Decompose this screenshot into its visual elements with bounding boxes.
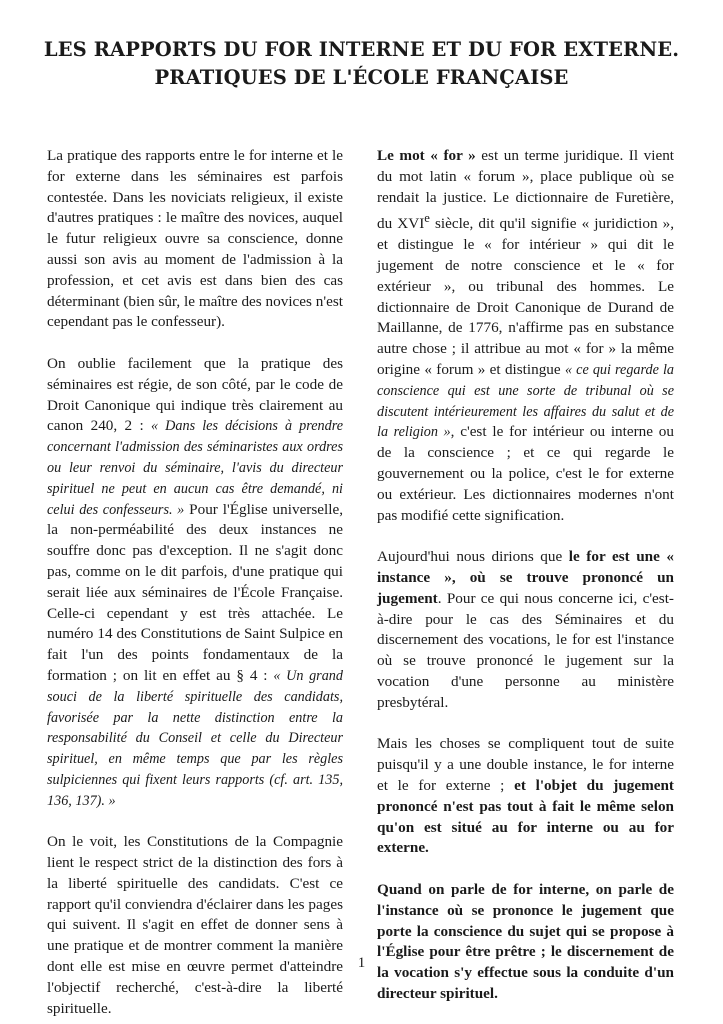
- right-column: [377, 146, 674, 1005]
- definition-text-3: , c'est le for intérieur ou interne ou de la conscience ; et ce qui regarde le gouvernement ou la police, c'est le for externe ou extérieur. Les dictionnaires modernes n'ont pas modifié cette signification.: [377, 423, 674, 524]
- canon-quote: « Dans les décisions à prendre concernant l'admission des séminaristes aux ordres ou leur renvoi du séminaire, l'avis du directeur spirituel ne peut en aucun cas être demandé, ni celui des confesseurs. »: [47, 418, 343, 518]
- instance-text: Aujourd'hui nous dirions que: [377, 548, 569, 566]
- title-line-1: LES RAPPORTS DU FOR INTERNE ET DU FOR EXTERNE.: [43, 38, 680, 61]
- double-instance-text: Mais les choses se compliquent tout de suite puisqu'il y a une double instance, le for interne et le for externe ;: [377, 735, 674, 794]
- instance-bold: le for est une « instance », où se trouve prononcé un jugement: [377, 548, 674, 607]
- century-superscript: e: [424, 211, 430, 226]
- left-column: [47, 146, 343, 1019]
- sulpice-quote: « Un grand souci de la liberté spirituelle des candidats, favorisée par la nette distinction entre la responsabilité du Conseil et celle du Directeur spirituel, en même temps que par les règles sulpiciennes qui fixent leurs rapports (cf. art. 135, 136, 137). »: [47, 667, 343, 809]
- title-line-2: PRATIQUES DE L'ÉCOLE FRANÇAISE: [154, 66, 569, 89]
- paragraph-definition: [377, 146, 674, 526]
- double-instance-bold: et l'objet du jugement prononcé n'est pas tout à fait le même selon qu'on est situé au for interne ou au for externe.: [377, 776, 674, 857]
- paragraph-double-instance: [377, 734, 674, 859]
- sulpice-text: Pour l'Église universelle, la non-perméabilité des deux instances ne souffre donc pas d'exception. Il ne s'agit donc pas, comme on le dit parfois, d'une pratique qui serait liée aux séminaires de l'École Française. Celle-ci cependant y est très attachée. Le numéro 14 des Constitutions de Saint Sulpice en fait l'un des points fondamentaux de la formation ; on lit en effet au § 4 :: [47, 500, 343, 684]
- page-title: [0, 36, 723, 92]
- paragraph-canon-law: [47, 354, 343, 812]
- canon-text: On oublie facilement que la pratique des séminaires est régie, de son côté, par le code de Droit Canonique qui indique très clairement au canon 240, 2 :: [47, 354, 343, 435]
- page-number: 1: [357, 955, 366, 971]
- term-for: Le mot « for »: [377, 147, 476, 164]
- paragraph-instance: [377, 547, 674, 713]
- paragraph-for-interne: Quand on parle de for interne, on parle de l'instance où se prononce le jugement que porte la conscience du sujet qui se propose à l'Église pour être prêtre ; le discernement de la vocation s'y effectue sous la conduite d'un directeur spirituel.: [377, 880, 674, 1002]
- instance-text-2: . Pour ce qui nous concerne ici, c'est-à-dire pour le cas des Séminaires et du discernement des vocations, le for est l'instance où se trouve prononcé le jugement sur la vocation d'une personne au ministère presbytéral.: [377, 589, 674, 711]
- definition-text: est un terme juridique. Il vient du mot latin « forum », place publique où se rendait la justice. Le dictionnaire de Furetière, du XVI: [377, 147, 675, 233]
- dictionary-quote: « ce qui regarde la conscience qui est une sorte de tribunal où se discutent intérieurement les affaires du salut et de la religion »: [377, 362, 675, 441]
- paragraph-constitutions: On le voit, les Constitutions de la Compagnie lient le respect strict de la distinction des fors à la liberté spirituelle des candidats. C'est ce rapport qu'il conviendra d'éclairer dans les pages qui suivent. Il s'agit en effet de donner sens à une pratique et de montrer comment la manière dont elle est mise en œuvre permet d'atteindre l'objectif recherché, c'est-à-dire la liberté spirituelle.: [47, 833, 343, 1017]
- definition-text-2: siècle, dit qu'il signifie « juridiction », et distingue le « for intérieur » qui dit le jugement de notre conscience et le « for extérieur », ou tribunal des hommes. Le dictionnaire de Droit Canonique de Durand de Maillanne, de 1776, n'affirme pas en substance autre chose ; il attribue au mot « for » la même origine « forum » et distingue: [377, 215, 674, 379]
- paragraph-intro: La pratique des rapports entre le for interne et le for externe dans les séminaires est parfois contestée. Dans les noviciats religieux, il existe d'autres pratiques : le maître des novices, auquel le futur religieux ouvre sa conscience, donne aussi son avis au moment de l'admission à la profession, et cet avis est dans bien des cas déterminant (bien sûr, le maître des novices n'est cependant pas le confesseur).: [47, 147, 343, 331]
